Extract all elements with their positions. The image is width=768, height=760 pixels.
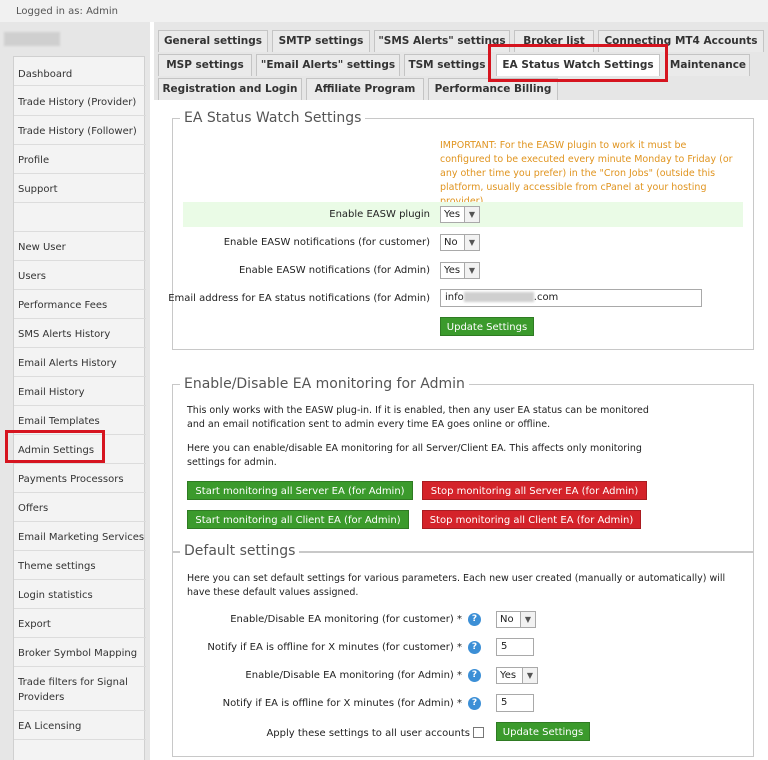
stop-monitoring-client-button[interactable]: Stop monitoring all Client EA (for Admin) bbox=[422, 510, 641, 529]
notif-admin-label: Enable EASW notifications (for Admin) bbox=[238, 265, 430, 276]
tab-broker-list[interactable]: Broker list bbox=[514, 30, 594, 52]
tab-smtp-settings[interactable]: SMTP settings bbox=[272, 30, 370, 52]
chevron-down-icon: ▼ bbox=[522, 668, 537, 683]
update-settings-button[interactable]: Update Settings bbox=[440, 317, 534, 336]
tab-affiliate-program[interactable]: Affiliate Program bbox=[306, 78, 424, 100]
tab-connecting-mt4-accounts[interactable]: Connecting MT4 Accounts bbox=[598, 30, 764, 52]
sidebar-menu bbox=[13, 56, 145, 760]
chevron-down-icon: ▼ bbox=[464, 235, 479, 250]
default-row4-input[interactable]: 5 bbox=[496, 694, 534, 712]
help-icon[interactable]: ? bbox=[468, 669, 481, 682]
logged-in-bar bbox=[0, 0, 768, 22]
sidebar-item-trade-history-provider[interactable]: Trade History (Provider) bbox=[14, 91, 146, 116]
notif-admin-select[interactable]: Yes ▼ bbox=[440, 262, 480, 279]
chevron-down-icon: ▼ bbox=[520, 612, 535, 627]
apply-all-checkbox[interactable] bbox=[473, 727, 484, 738]
monitoring-para-1: This only works with the EASW plug-in. If it is enabled, then any user EA status can be monitored and an email notification sent to admin every time EA goes online or offline. bbox=[187, 405, 649, 430]
sidebar-item-trade-filters[interactable]: Trade filters for Signal Providers bbox=[14, 671, 146, 711]
apply-all-label: Apply these settings to all user accounts bbox=[266, 728, 470, 739]
enable-plugin-select[interactable]: Yes ▼ bbox=[440, 206, 480, 223]
sidebar-item-login-statistics[interactable]: Login statistics bbox=[14, 584, 146, 609]
redacted-email bbox=[464, 292, 534, 302]
tab-email-alerts-settings[interactable]: "Email Alerts" settings bbox=[256, 54, 400, 76]
tab-registration-and-login[interactable]: Registration and Login bbox=[158, 78, 302, 100]
admin-settings-highlight bbox=[5, 430, 105, 463]
stop-monitoring-server-button[interactable]: Stop monitoring all Server EA (for Admin) bbox=[422, 481, 647, 500]
tab-tsm-settings[interactable]: TSM settings bbox=[404, 54, 490, 76]
sidebar-spacer bbox=[14, 207, 146, 232]
active-tab-highlight bbox=[488, 44, 668, 82]
sidebar-item-trade-history-follower[interactable]: Trade History (Follower) bbox=[14, 120, 146, 145]
help-icon[interactable]: ? bbox=[468, 613, 481, 626]
sidebar-item-export[interactable]: Export bbox=[14, 613, 146, 638]
monitoring-para-2: Here you can enable/disable EA monitoring for all Server/Client EA. This affects only monitoring settings for admin. bbox=[187, 443, 642, 468]
default-row1-label: Enable/Disable EA monitoring (for customer) * bbox=[230, 614, 462, 625]
sidebar-item-sms-alerts-history[interactable]: SMS Alerts History bbox=[14, 323, 146, 348]
enable-plugin-label: Enable EASW plugin bbox=[329, 209, 430, 220]
tab-general-settings[interactable]: General settings bbox=[158, 30, 268, 52]
chevron-down-icon: ▼ bbox=[464, 263, 479, 278]
start-monitoring-client-button[interactable]: Start monitoring all Client EA (for Admin) bbox=[187, 510, 409, 529]
sidebar-item-performance-fees[interactable]: Performance Fees bbox=[14, 294, 146, 319]
chevron-down-icon: ▼ bbox=[464, 207, 479, 222]
sidebar-item-profile[interactable]: Profile bbox=[14, 149, 146, 174]
default-row2-label: Notify if EA is offline for X minutes (for customer) * bbox=[207, 642, 462, 653]
sidebar-item-email-history[interactable]: Email History bbox=[14, 381, 146, 406]
default-row3-select[interactable]: Yes ▼ bbox=[496, 667, 538, 684]
main-content bbox=[150, 22, 768, 760]
sidebar-item-email-alerts-history[interactable]: Email Alerts History bbox=[14, 352, 146, 377]
notif-customer-select[interactable]: No ▼ bbox=[440, 234, 480, 251]
sidebar-item-ea-licensing[interactable]: EA Licensing bbox=[14, 715, 146, 740]
easw-legend: EA Status Watch Settings bbox=[180, 110, 365, 126]
monitoring-legend: Enable/Disable EA monitoring for Admin bbox=[180, 376, 469, 392]
tab-sms-alerts-settings[interactable]: "SMS Alerts" settings bbox=[374, 30, 510, 52]
sidebar-item-email-templates[interactable]: Email Templates bbox=[14, 410, 146, 435]
logo bbox=[4, 32, 60, 46]
notif-customer-label: Enable EASW notifications (for customer) bbox=[223, 237, 430, 248]
start-monitoring-server-button[interactable]: Start monitoring all Server EA (for Admin) bbox=[187, 481, 413, 500]
logged-in-text: Logged in as: Admin bbox=[16, 6, 118, 17]
update-default-settings-button[interactable]: Update Settings bbox=[496, 722, 590, 741]
easw-notice: IMPORTANT: For the EASW plugin to work it must be configured to be executed every minute Monday to Friday (or any other time you prefer) in the "Cron Jobs" (outside this platform, usually accessible from cPanel at your hosting bbox=[440, 140, 733, 193]
sidebar-item-email-marketing-services[interactable]: Email Marketing Services bbox=[14, 526, 146, 551]
default-row1-select[interactable]: No ▼ bbox=[496, 611, 536, 628]
help-icon[interactable]: ? bbox=[468, 697, 481, 710]
sidebar-item-dashboard[interactable]: Dashboard bbox=[14, 63, 146, 86]
default-settings-legend: Default settings bbox=[180, 543, 299, 559]
default-row2-input[interactable]: 5 bbox=[496, 638, 534, 656]
tab-msp-settings[interactable]: MSP settings bbox=[158, 54, 252, 76]
tab-maintenance[interactable]: Maintenance bbox=[666, 54, 750, 76]
default-row3-label: Enable/Disable EA monitoring (for Admin) * bbox=[245, 670, 462, 681]
sidebar-item-theme-settings[interactable]: Theme settings bbox=[14, 555, 146, 580]
default-settings-para: Here you can set default settings for various parameters. Each new user created (manually or automatically) will have these default values assigned. bbox=[187, 573, 726, 598]
default-row4-label: Notify if EA is offline for X minutes (for Admin) * bbox=[222, 698, 462, 709]
email-field[interactable]: info .com bbox=[440, 289, 702, 307]
sidebar-item-admin-settings[interactable]: Admin Settings bbox=[14, 439, 146, 464]
sidebar-item-broker-symbol-mapping[interactable]: Broker Symbol Mapping bbox=[14, 642, 146, 667]
tab-performance-billing[interactable]: Performance Billing bbox=[428, 78, 558, 100]
email-label: Email address for EA status notifications (for Admin) bbox=[168, 293, 430, 304]
sidebar-item-users[interactable]: Users bbox=[14, 265, 146, 290]
sidebar-item-offers[interactable]: Offers bbox=[14, 497, 146, 522]
sidebar-item-new-user[interactable]: New User bbox=[14, 236, 146, 261]
sidebar-item-payments-processors[interactable]: Payments Processors bbox=[14, 468, 146, 493]
sidebar-item-support[interactable]: Support bbox=[14, 178, 146, 203]
sidebar bbox=[0, 22, 150, 760]
tab-ea-status-watch-settings[interactable]: EA Status Watch Settings bbox=[496, 54, 660, 76]
help-icon[interactable]: ? bbox=[468, 641, 481, 654]
